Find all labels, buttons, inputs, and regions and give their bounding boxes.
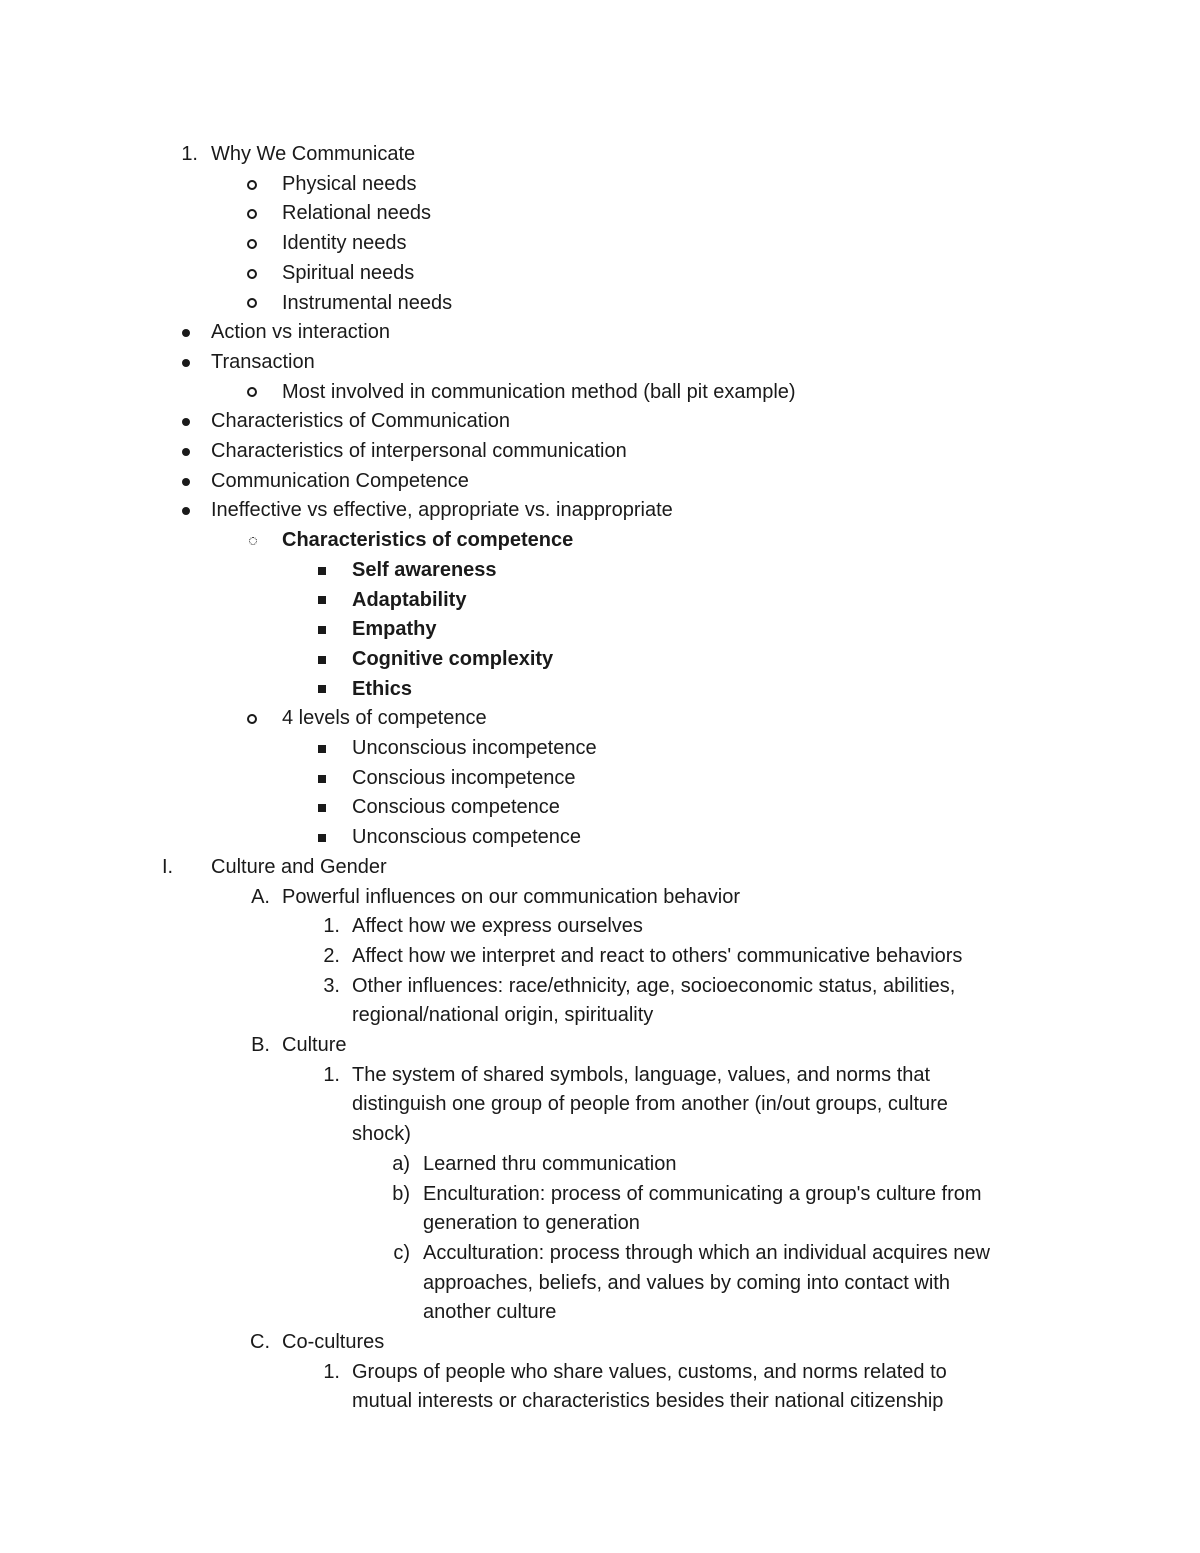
outline-text: Enculturation: process of communicating a group's culture from (423, 1182, 982, 1205)
bullet-circle-icon (222, 199, 270, 229)
list-number: 1. (181, 143, 198, 165)
bullet-square-icon (292, 645, 340, 675)
bullet-circle-icon (222, 704, 270, 734)
outline-text: Communication Competence (211, 469, 469, 492)
bullet-circle-icon (222, 170, 270, 200)
list-number: 2. (323, 944, 340, 967)
bullet-square-icon (292, 556, 340, 586)
outline-text: Unconscious competence (352, 826, 582, 849)
outline-text: Most involved in communication method (ball pit example) (282, 380, 796, 403)
outline-text: Characteristics of Communication (211, 410, 510, 433)
outline-text: Groups of people who share values, customs, and norms related to (352, 1360, 947, 1383)
bullet-circle-icon (222, 526, 270, 556)
outline-text: Self awareness (352, 558, 497, 581)
bullet-circle-icon (222, 289, 270, 319)
outline-text: Ethics (352, 677, 413, 700)
outline-text: Cognitive complexity (352, 647, 554, 670)
list-number: c) (393, 1241, 410, 1264)
list-number: a) (392, 1152, 410, 1175)
list-number: A. (251, 885, 270, 908)
outline-text: Other influences: race/ethnicity, age, socioeconomic status, abilities, (352, 974, 956, 997)
bullet-dot-icon (150, 407, 198, 437)
outline-text: Adaptability (352, 588, 467, 611)
bullet-circle-icon (222, 259, 270, 289)
outline-text: Co-cultures (282, 1331, 385, 1353)
bullet-square-icon (292, 823, 340, 853)
list-number: 1. (323, 1360, 340, 1383)
outline-text: approaches, beliefs, and values by coming into contact with (423, 1271, 950, 1294)
bullet-dot-icon (150, 437, 198, 467)
outline-text: Characteristics of interpersonal communication (211, 440, 627, 462)
outline-text: Culture (282, 1034, 347, 1056)
bullet-dot-icon (150, 348, 198, 378)
outline-text: 4 levels of competence (282, 707, 487, 730)
outline-text: Transaction (211, 350, 315, 373)
list-number: 1. (323, 1063, 340, 1086)
outline-text: Ineffective vs effective, appropriate vs. inappropriate (211, 499, 673, 522)
outline-text: Identity needs (282, 232, 407, 255)
outline-text: Why We Communicate (211, 143, 416, 165)
outline-text: Spiritual needs (282, 261, 415, 284)
outline-text: Unconscious incompetence (352, 737, 597, 759)
list-number: b) (392, 1182, 410, 1205)
bullet-square-icon (292, 586, 340, 616)
bullet-dot-icon (150, 318, 198, 348)
list-number: C. (250, 1331, 270, 1353)
outline-text: Conscious incompetence (352, 766, 576, 789)
outline-text: Affect how we interpret and react to others' communicative behaviors (352, 944, 963, 967)
outline-text: generation to generation (423, 1212, 640, 1235)
outline-text: Culture and Gender (211, 855, 387, 878)
bullet-square-icon (292, 764, 340, 794)
bullet-dot-icon (150, 467, 198, 497)
bullet-dot-icon (150, 496, 198, 526)
outline-text: Powerful influences on our communication behavior (282, 885, 741, 908)
outline-text: shock) (352, 1123, 411, 1146)
outline-text: Physical needs (282, 172, 417, 195)
outline-text: Instrumental needs (282, 291, 453, 314)
outline-text: another culture (423, 1301, 557, 1324)
bullet-circle-icon (222, 378, 270, 408)
outline-text: The system of shared symbols, language, values, and norms that (352, 1063, 931, 1086)
list-number: I. (162, 855, 174, 878)
outline-text: Action vs interaction (211, 321, 390, 344)
outline-text: distinguish one group of people from another (in/out groups, culture (352, 1093, 948, 1116)
bullet-square-icon (292, 675, 340, 705)
list-number: 1. (323, 915, 340, 938)
outline-text: mutual interests or characteristics besides their national citizenship (352, 1390, 944, 1413)
outline-text: Conscious competence (352, 796, 560, 819)
bullet-square-icon (292, 615, 340, 645)
list-number: 3. (323, 974, 340, 997)
outline-text: regional/national origin, spirituality (352, 1004, 654, 1027)
outline-text: Affect how we express ourselves (352, 915, 643, 938)
outline-text: Learned thru communication (423, 1152, 677, 1175)
bullet-square-icon (292, 734, 340, 764)
outline-text: Empathy (352, 618, 437, 641)
bullet-circle-icon (222, 229, 270, 259)
list-number: B. (251, 1034, 270, 1056)
bullet-square-icon (292, 793, 340, 823)
outline-text: Characteristics of competence (282, 529, 574, 552)
outline-text: Acculturation: process through which an individual acquires new (423, 1241, 990, 1264)
outline-text: Relational needs (282, 202, 431, 225)
